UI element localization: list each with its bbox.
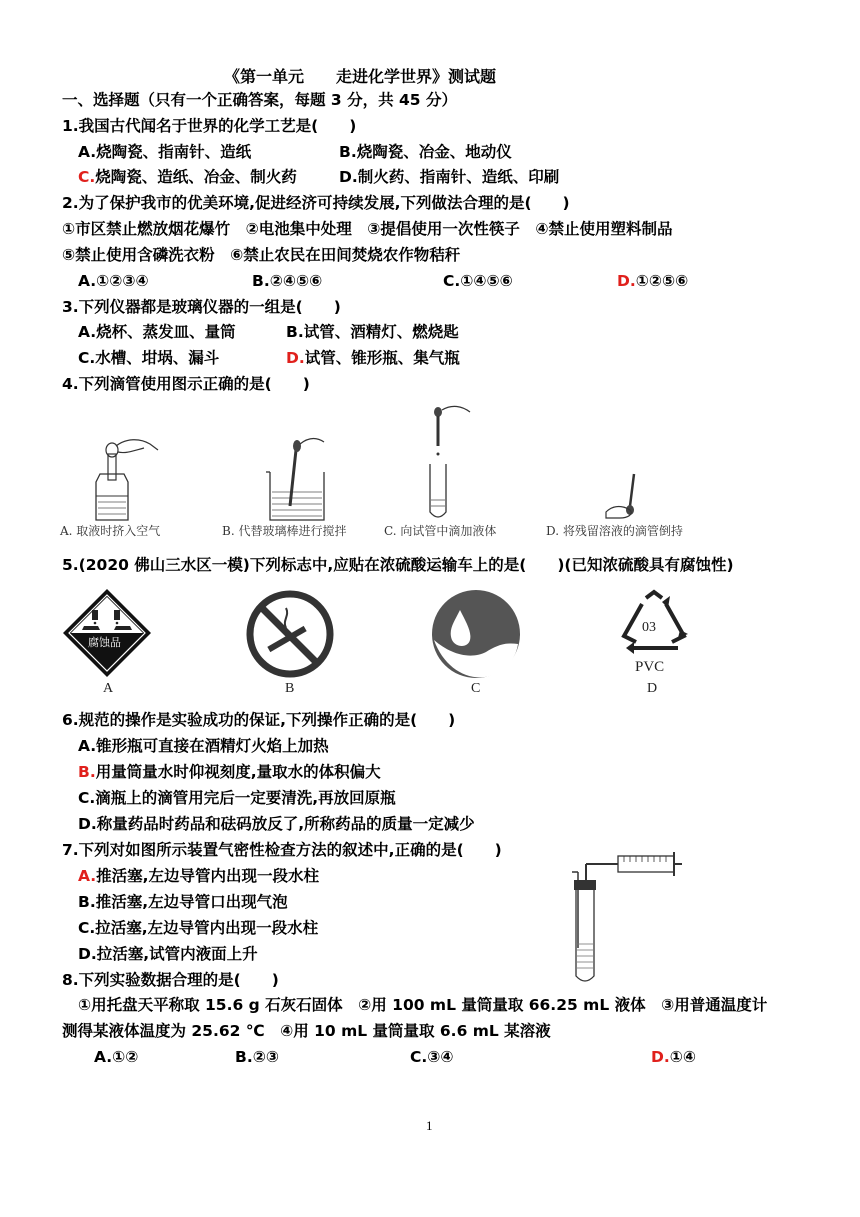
q4-caption-b: B. 代替玻璃棒进行搅拌 — [222, 524, 347, 538]
q8-stem: 8.下列实验数据合理的是( ) — [62, 971, 279, 989]
q1-option-c: C.烧陶瓷、造纸、冶金、制火药 — [78, 168, 297, 186]
q2-items-line1: ①市区禁止燃放烟花爆竹 ②电池集中处理 ③提倡使用一次性筷子 ④禁止使用塑料制品 — [62, 220, 673, 238]
q8-option-b: B.②③ — [235, 1048, 279, 1066]
q2-option-d: D.①②⑤⑥ — [617, 272, 689, 290]
q6-option-d: D.称量药品时药品和砝码放反了,所称药品的质量一定减少 — [78, 815, 475, 833]
airtightness-apparatus — [566, 852, 686, 988]
corrosive-sign-text: 腐蚀品 — [88, 636, 121, 649]
q1-option-d: D.制火药、指南针、造纸、印刷 — [339, 168, 560, 186]
q8-items-line2: 测得某液体温度为 25.62 ℃ ④用 10 mL 量筒量取 6.6 mL 某溶液 — [62, 1022, 551, 1040]
page-number: 1 — [426, 1118, 433, 1133]
q7-stem: 7.下列对如图所示装置气密性检查方法的叙述中,正确的是( ) — [62, 841, 502, 859]
q6-option-a: A.锥形瓶可直接在酒精灯火焰上加热 — [78, 737, 329, 755]
corrosive-sign-icon — [62, 588, 152, 678]
q3-option-a: A.烧杯、蒸发皿、量筒 — [78, 323, 236, 341]
answer-mark: A. — [78, 867, 97, 885]
q5-label-a: A — [103, 681, 114, 696]
q6-stem: 6.规范的操作是实验成功的保证,下列操作正确的是( ) — [62, 711, 456, 729]
q6-option-c: C.滴瓶上的滴管用完后一定要清洗,再放回原瓶 — [78, 789, 396, 807]
q7-option-b: B.推活塞,左边导管口出现气泡 — [78, 893, 288, 911]
answer-mark: D. — [617, 272, 636, 290]
q5-label-b: B — [285, 681, 295, 696]
q4-caption-a: A. 取液时挤入空气 — [60, 524, 161, 538]
q4-stem: 4.下列滴管使用图示正确的是( ) — [62, 375, 310, 393]
q3-option-d: D.试管、锥形瓶、集气瓶 — [286, 349, 460, 367]
q8-option-a: A.①② — [94, 1048, 139, 1066]
q7-option-a: A.推活塞,左边导管内出现一段水柱 — [78, 867, 320, 885]
section-heading: 一、选择题（只有一个正确答案，每题 3 分，共 45 分） — [62, 91, 457, 109]
q2-option-a: A.①②③④ — [78, 272, 149, 290]
q8-option-c: C.③④ — [410, 1048, 454, 1066]
q3-stem: 3.下列仪器都是玻璃仪器的一组是( ) — [62, 298, 341, 316]
no-smoking-sign-icon — [246, 590, 334, 678]
dropper-figure-b — [262, 436, 342, 522]
q2-option-b: B.②④⑤⑥ — [252, 272, 323, 290]
answer-mark: C. — [78, 168, 96, 186]
page-title: 《第一单元 走进化学世界》测试题 — [224, 67, 497, 86]
water-sign-icon — [430, 588, 522, 680]
dropper-figure-c — [418, 404, 478, 522]
q2-option-c: C.①④⑤⑥ — [443, 272, 513, 290]
q5-stem: 5.(2020 佛山三水区一模)下列标志中,应贴在浓硫酸运输车上的是( )(已知浓硫酸具有腐蚀性) — [62, 556, 734, 574]
q5-label-c: C — [471, 681, 481, 696]
q5-label-d: D — [647, 681, 658, 696]
answer-mark: D. — [286, 349, 305, 367]
recycle-material: PVC — [635, 659, 665, 675]
dropper-figure-d — [600, 470, 650, 522]
answer-mark: D. — [651, 1048, 670, 1066]
q7-option-c: C.拉活塞,左边导管内出现一段水柱 — [78, 919, 319, 937]
recycle-code: 03 — [642, 620, 656, 635]
q4-caption-c: C. 向试管中滴加液体 — [384, 524, 497, 538]
q1-stem: 1.我国古代闻名于世界的化学工艺是( ) — [62, 117, 357, 135]
dropper-figure-a — [82, 432, 162, 522]
q4-caption-d: D. 将残留溶液的滴管倒持 — [546, 524, 683, 538]
q3-option-c: C.水槽、坩埚、漏斗 — [78, 349, 220, 367]
q2-stem: 2.为了保护我市的优美环境,促进经济可持续发展,下列做法合理的是( ) — [62, 194, 570, 212]
answer-mark: B. — [78, 763, 96, 781]
q2-items-line2: ⑤禁止使用含磷洗衣粉 ⑥禁止农民在田间焚烧农作物秸秆 — [62, 246, 461, 264]
q8-items-line1: ①用托盘天平称取 15.6 g 石灰石固体 ②用 100 mL 量筒量取 66.25 mL 液体 ③用普通温度计 — [78, 996, 768, 1014]
q6-option-b: B.用量筒量水时仰视刻度,量取水的体积偏大 — [78, 763, 381, 781]
q8-option-d: D.①④ — [651, 1048, 697, 1066]
q7-option-d: D.拉活塞,试管内液面上升 — [78, 945, 258, 963]
q3-option-b: B.试管、酒精灯、燃烧匙 — [286, 323, 459, 341]
q1-option-b: B.烧陶瓷、冶金、地动仪 — [339, 143, 512, 161]
q1-option-a: A.烧陶瓷、指南针、造纸 — [78, 143, 252, 161]
